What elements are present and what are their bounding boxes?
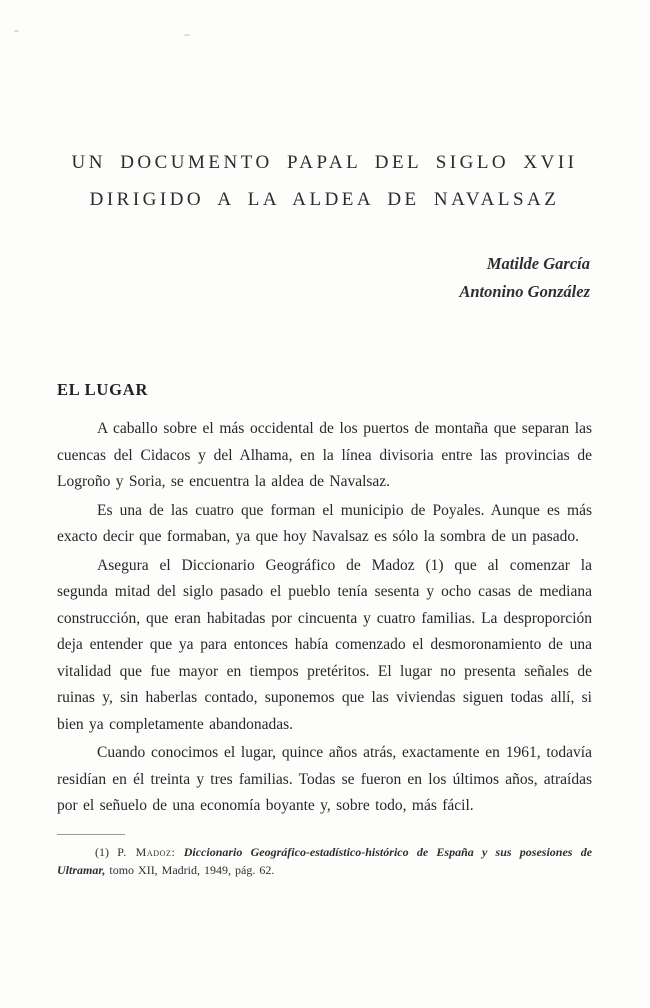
footnote-ref: (1): [95, 844, 109, 859]
author-name-2: Antonino González: [459, 282, 590, 301]
paragraph-4: Cuando conocimos el lugar, quince años atrás, exactamente en 1961, todavía residían en él treinta y tres familias. Todas se fueron en los últimos años, atraídas por el señuelo de una economía boyante y, sobre todo, más fácil.: [57, 744, 592, 814]
footnote: [57, 843, 592, 880]
footnote-author: P. Madoz:: [117, 844, 176, 859]
scan-speck: [14, 30, 19, 32]
footnote-book-title: Diccionario Geográfico-estadístico-histórico de España y sus posesiones de Ultramar,: [57, 844, 593, 877]
article-title-line2: DIRIGIDO A LA ALDEA DE NAVALSAZ: [89, 189, 560, 210]
article-title: [57, 0, 592, 218]
paragraph-3: Asegura el Diccionario Geográfico de Madoz (1) que al comenzar la segunda mitad del siglo pasado el pueblo tenía sesenta y ocho casas de mediana construcción, que eran habitadas por cincuenta y cuatro familias. La desproporción deja entender que ya para entonces había comenzado el desmoronamiento de una vitalidad que fue mayor en tiempos pretéritos. El lugar no presenta señales de ruinas y, sin haberlas contado, suponemos que las viviendas siguen todas allí, si bien ya completamente abandonadas.: [57, 556, 592, 733]
author-block: [57, 250, 592, 306]
footnote-publication-info: tomo XII, Madrid, 1949, pág. 62.: [109, 863, 275, 877]
paragraph-2: Es una de las cuatro que forman el municipio de Poyales. Aunque es más exacto decir que formaban, ya que hoy Navalsaz es sólo la sombra de un pasado.: [57, 501, 592, 545]
footnote-separator: [57, 834, 125, 835]
section-heading: EL LUGAR: [57, 380, 149, 399]
paragraph-1: A caballo sobre el más occidental de los puertos de montaña que separan las cuencas del Cidacos y del Alhama, en la línea divisoria entre las provincias de Logroño y Soria, se encuentra la aldea de Navalsaz.: [57, 420, 592, 490]
author-name-1: Matilde García: [486, 254, 590, 273]
page-content: [57, 0, 592, 880]
article-title-line1: UN DOCUMENTO PAPAL DEL SIGLO XVII: [71, 152, 578, 173]
